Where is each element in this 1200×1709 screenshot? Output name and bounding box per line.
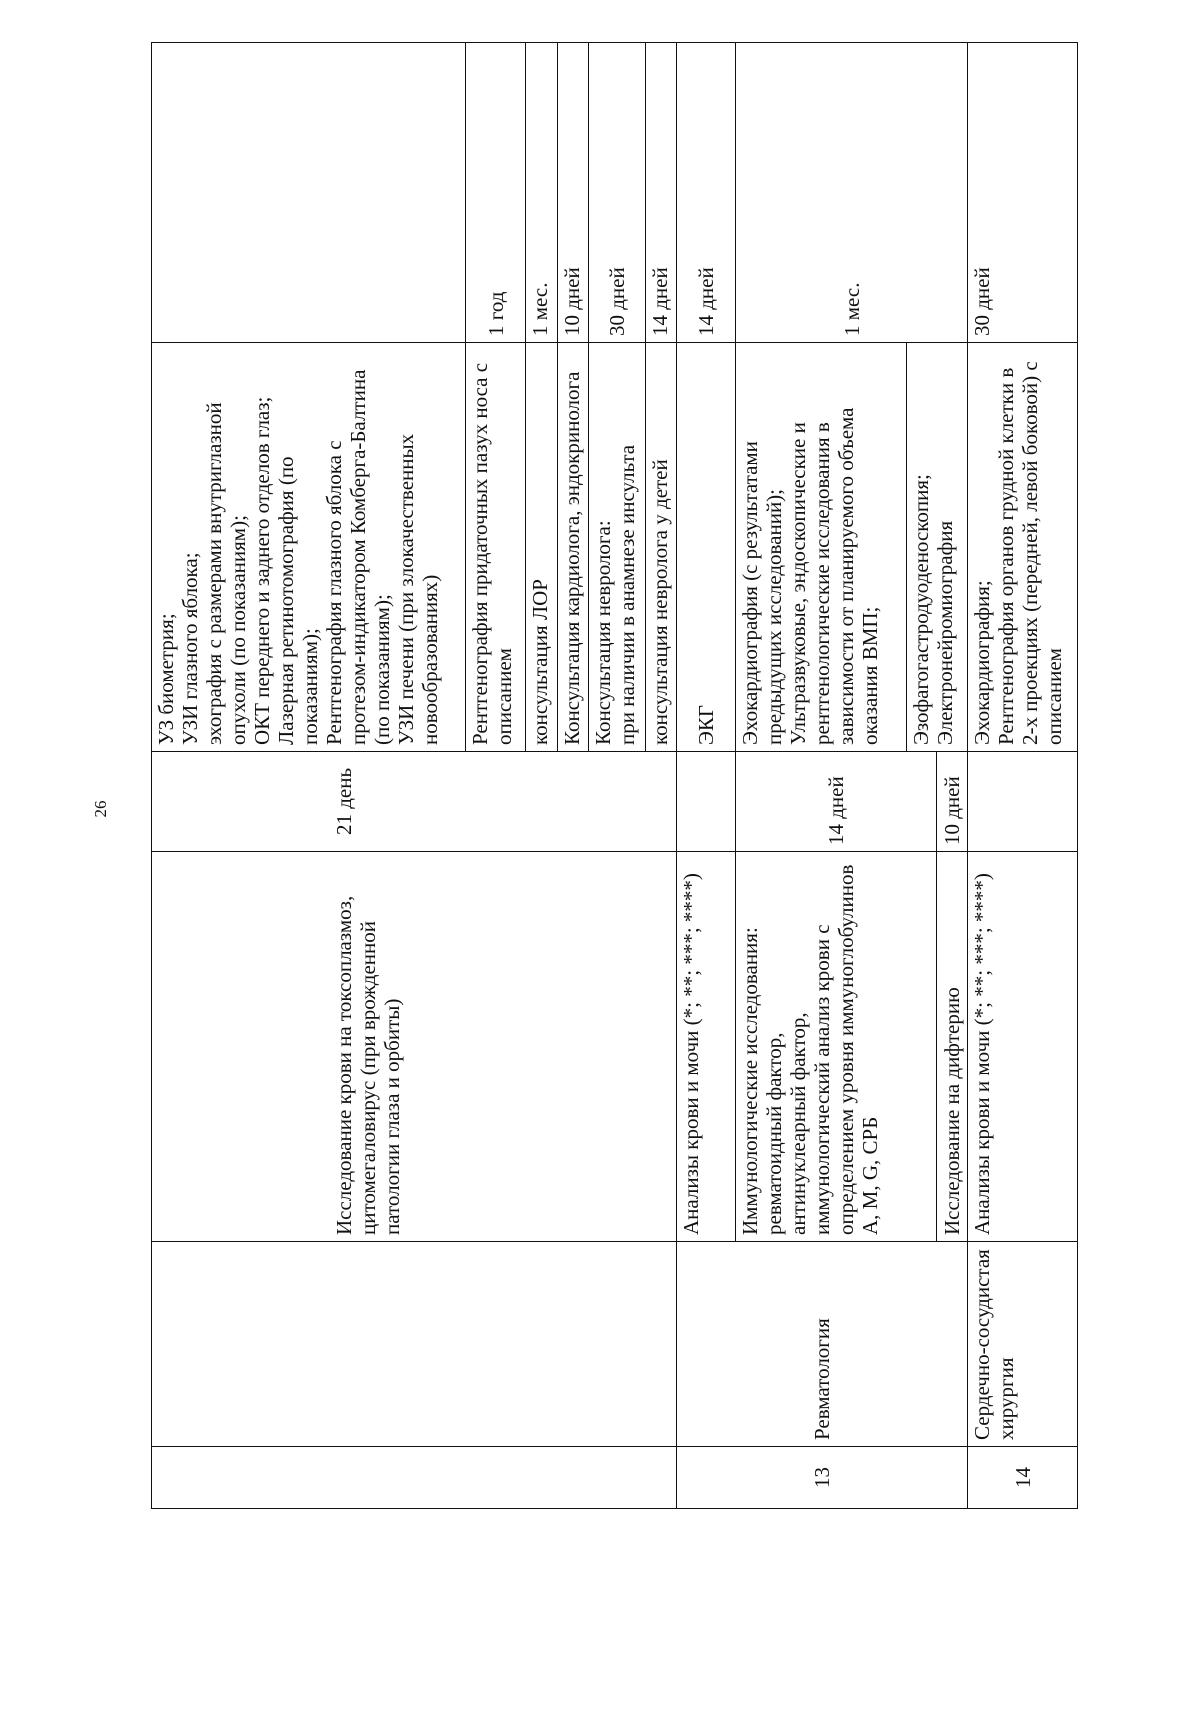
table-row — [968, 43, 1078, 1509]
immunology-tests: Иммунологические исследования: ревматоидный фактор, антинуклеарный фактор, иммунологический анализ крови с определением уровня иммуноглобулинов А, М, G, СРБ — [735, 852, 937, 1242]
cardio-endo-consultation: Консультация кардиолога, эндокринолога — [557, 343, 588, 752]
table-row — [676, 43, 735, 1509]
sinus-xray: Рентгенография придаточных пазух носа с описанием — [466, 343, 526, 752]
cardio-endo-term: 10 дней — [557, 43, 588, 343]
toxoplasmosis-test: Исследование крови на токсоплазмоз, цитомегаловирус (при врожденной патологии глаза и орбиты) — [152, 852, 677, 1242]
specialty-cell-empty — [152, 1242, 677, 1447]
instrumental-14: Эхокардиография; Рентгенография органов грудной клетки в 2-х проекциях (передней, левой боковой) с описанием — [968, 343, 1078, 752]
instrumental-term-14: 30 дней — [968, 43, 1078, 343]
neurology-child-consultation: консультация невролога у детей — [645, 343, 676, 752]
row-number-13: 13 — [676, 1447, 968, 1509]
blood-urine-tests: Анализы крови и мочи (*; **; ***; ****) — [676, 852, 735, 1242]
number-cell-empty — [152, 1447, 677, 1509]
egds-emg: Эзофагогастродуоденоскопия; Электронейромиография — [907, 343, 968, 752]
row-number-14: 14 — [968, 1447, 1078, 1509]
ent-consultation-term: 1 мес. — [526, 43, 557, 343]
neurology-consultation-term: 30 дней — [588, 43, 645, 343]
blood-urine-term-empty — [676, 752, 735, 852]
instrumental-term: 1 мес. — [735, 43, 968, 343]
specialty-cardiovascular-surgery: Сердечно-сосудистая хирургия — [968, 1242, 1078, 1447]
rotated-page-content — [151, 43, 1078, 1509]
diphtheria-test: Исследование на дифтерию — [937, 852, 968, 1242]
sinus-xray-term: 1 год — [466, 43, 526, 343]
toxoplasmosis-term: 21 день — [152, 752, 677, 852]
blood-urine-tests-14: Анализы крови и мочи (*; **; ***; ****) — [968, 852, 1078, 1242]
requirements-table — [151, 42, 1078, 1509]
specialty-rheumatology: Ревматология — [676, 1242, 968, 1447]
ecg-term: 14 дней — [676, 43, 735, 343]
eye-examinations: УЗ биометрия; УЗИ глазного яблока; эхография с размерами внутриглазной опухоли (по показаниям); ОКТ переднего и заднего отделов глаз; Лазерная ретинотомография (по показаниям); Рентгенография глазного яблока с протезом-индикатором Комберга-Балтина (по показаниям); УЗИ печени (при злокачественных новообразованиях) — [152, 343, 466, 752]
immunology-term: 14 дней — [735, 752, 937, 852]
blood-urine-term-empty-14 — [968, 752, 1078, 852]
neurology-consultation: Консультация невролога: при наличии в анамнезе инсульта — [588, 343, 645, 752]
eye-examinations-term — [152, 43, 466, 343]
table-row — [152, 43, 466, 1509]
page-number: 26 — [91, 800, 110, 818]
ent-consultation: консультация ЛОР — [526, 343, 557, 752]
neurology-child-term: 14 дней — [645, 43, 676, 343]
diphtheria-term: 10 дней — [937, 752, 968, 852]
ecg: ЭКГ — [676, 343, 735, 752]
echo-ultrasound-endoscopy: Эхокардиография (с результатами предыдущих исследований); Ультразвуковые, эндоскопические и рентгенологические исследования в зависимости от планируемого объема оказания ВМП; — [735, 343, 907, 752]
